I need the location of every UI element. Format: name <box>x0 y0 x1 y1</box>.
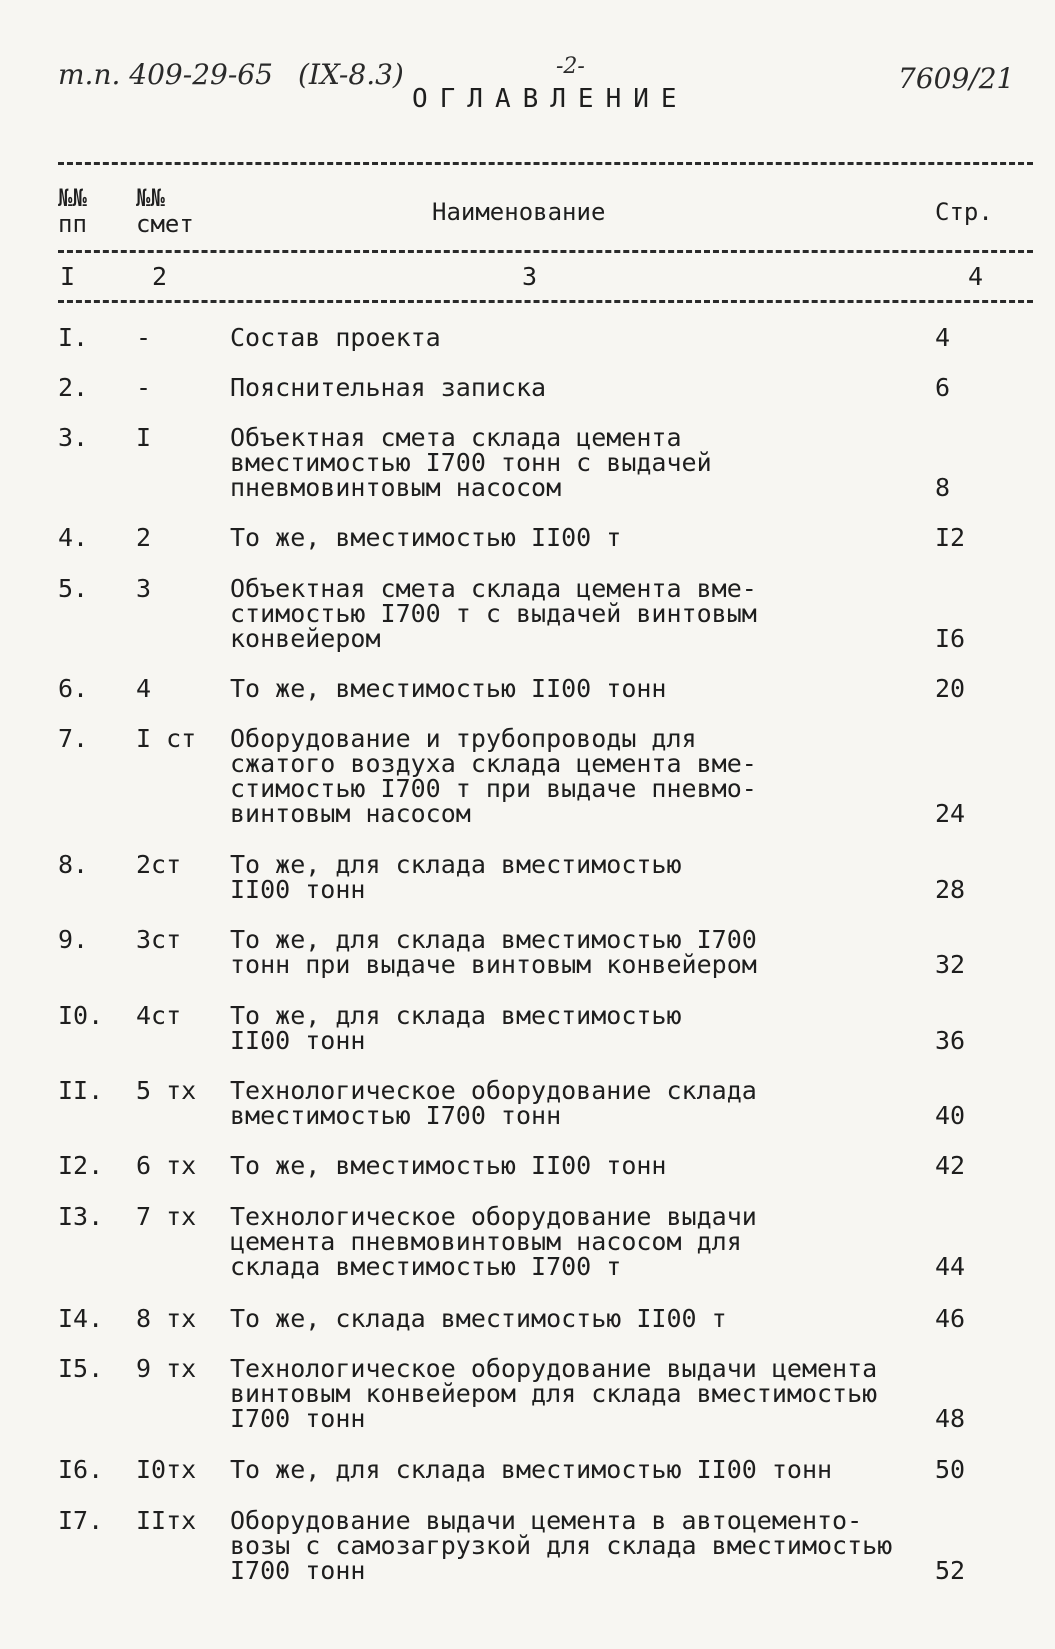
column-number-2: 2 <box>152 262 168 291</box>
page-number: 24 <box>935 799 966 828</box>
row-number: I5. <box>58 1354 104 1383</box>
row-number: 8. <box>58 850 89 879</box>
row-title: То же, для склада вместимостью II00 тонн <box>230 1455 833 1484</box>
volume-note: (IX-8.3) <box>298 58 404 91</box>
row-number: I2. <box>58 1151 104 1180</box>
estimate-number: 9 тх <box>136 1354 197 1383</box>
row-number: II. <box>58 1076 104 1105</box>
page-number: 8 <box>935 473 951 502</box>
page-number: 4 <box>935 323 951 352</box>
column-number-3: 3 <box>522 262 538 291</box>
row-number: 6. <box>58 674 89 703</box>
row-title: Технологическое оборудование склада вместимостью I700 тонн <box>230 1076 757 1130</box>
estimate-number: - <box>136 323 152 352</box>
table-top-rule <box>58 162 1033 165</box>
row-number: I4. <box>58 1304 104 1333</box>
row-title: То же, вместимостью II00 тонн <box>230 1151 667 1180</box>
row-number: I0. <box>58 1001 104 1030</box>
row-number: 3. <box>58 423 89 452</box>
row-number: I. <box>58 323 89 352</box>
page-number: 32 <box>935 950 966 979</box>
estimate-number: I0тх <box>136 1455 197 1484</box>
page-number: I6 <box>935 624 966 653</box>
col-header-page: Стр. <box>935 198 993 226</box>
estimate-number: IIтх <box>136 1506 197 1535</box>
row-title: То же, склада вместимостью II00 т <box>230 1304 727 1333</box>
row-number: I3. <box>58 1202 104 1231</box>
estimate-number: 2ст <box>136 850 182 879</box>
row-title: То же, вместимостью II00 тонн <box>230 674 667 703</box>
estimate-number: 4 <box>136 674 152 703</box>
estimate-number: - <box>136 373 152 402</box>
estimate-number: 4ст <box>136 1001 182 1030</box>
row-number: 7. <box>58 724 89 753</box>
estimate-number: I ст <box>136 724 197 753</box>
col-header-num-line1: №№ <box>58 184 87 212</box>
row-title: Технологическое оборудование выдачи цемента пневмовинтовым насосом для склада вместимостью I700 т <box>230 1202 757 1281</box>
page-number: I2 <box>935 523 966 552</box>
row-title: То же, для склада вместимостью II00 тонн <box>230 1001 682 1055</box>
column-number-4: 4 <box>968 262 984 291</box>
row-number: 2. <box>58 373 89 402</box>
row-number: I7. <box>58 1506 104 1535</box>
col-header-est-line1: №№ <box>136 184 165 212</box>
page-number: 40 <box>935 1101 966 1130</box>
page-number: 44 <box>935 1252 966 1281</box>
column-number-1: I <box>60 262 76 291</box>
page-number: 28 <box>935 875 966 904</box>
estimate-number: 6 тх <box>136 1151 197 1180</box>
page-number: 48 <box>935 1404 966 1433</box>
estimate-number: 8 тх <box>136 1304 197 1333</box>
page-title: ОГЛАВЛЕНИЕ <box>412 84 689 114</box>
col-header-est-line2: смет <box>136 210 194 238</box>
row-title: То же, для склада вместимостью II00 тонн <box>230 850 682 904</box>
page-marker: -2- <box>556 54 585 79</box>
row-title: Состав проекта <box>230 323 441 352</box>
page-number: 36 <box>935 1026 966 1055</box>
row-title: Объектная смета склада цемента вместимостью I700 тонн с выдачей пневмовинтовым насосом <box>230 423 712 502</box>
column-numbers-rule <box>58 300 1033 303</box>
col-header-num-line2: пп <box>58 210 87 238</box>
row-title: Технологическое оборудование выдачи цемента винтовым конвейером для склада вместимостью I700 тонн <box>230 1354 878 1433</box>
row-number: 4. <box>58 523 89 552</box>
row-title: То же, вместимостью II00 т <box>230 523 622 552</box>
estimate-number: 3 <box>136 574 152 603</box>
row-title: Объектная смета склада цемента вме- стимостью I700 т с выдачей винтовым конвейером <box>230 574 757 653</box>
document-code: т.п. 409-29-65 <box>58 58 273 91</box>
page-number: 52 <box>935 1556 966 1585</box>
header-bottom-rule <box>58 250 1033 253</box>
row-number: 9. <box>58 925 89 954</box>
row-number: I6. <box>58 1455 104 1484</box>
row-title: То же, для склада вместимостью I700 тонн при выдаче винтовым конвейером <box>230 925 757 979</box>
col-header-name: Наименование <box>432 198 606 226</box>
page-number: 42 <box>935 1151 966 1180</box>
page-number: 50 <box>935 1455 966 1484</box>
estimate-number: 2 <box>136 523 152 552</box>
archive-number: 7609/21 <box>898 62 1015 95</box>
row-title: Оборудование и трубопроводы для сжатого воздуха склада цемента вме- стимостью I700 т при выдаче пневмо- винтовым насосом <box>230 724 757 828</box>
estimate-number: I <box>136 423 152 452</box>
row-title: Оборудование выдачи цемента в автоцементо- возы с самозагрузкой для склада вместимостью I700 тонн <box>230 1506 893 1585</box>
page-number: 20 <box>935 674 966 703</box>
row-title: Пояснительная записка <box>230 373 547 402</box>
estimate-number: 3ст <box>136 925 182 954</box>
page-number: 6 <box>935 373 951 402</box>
page-number: 46 <box>935 1304 966 1333</box>
estimate-number: 7 тх <box>136 1202 197 1231</box>
estimate-number: 5 тх <box>136 1076 197 1105</box>
row-number: 5. <box>58 574 89 603</box>
